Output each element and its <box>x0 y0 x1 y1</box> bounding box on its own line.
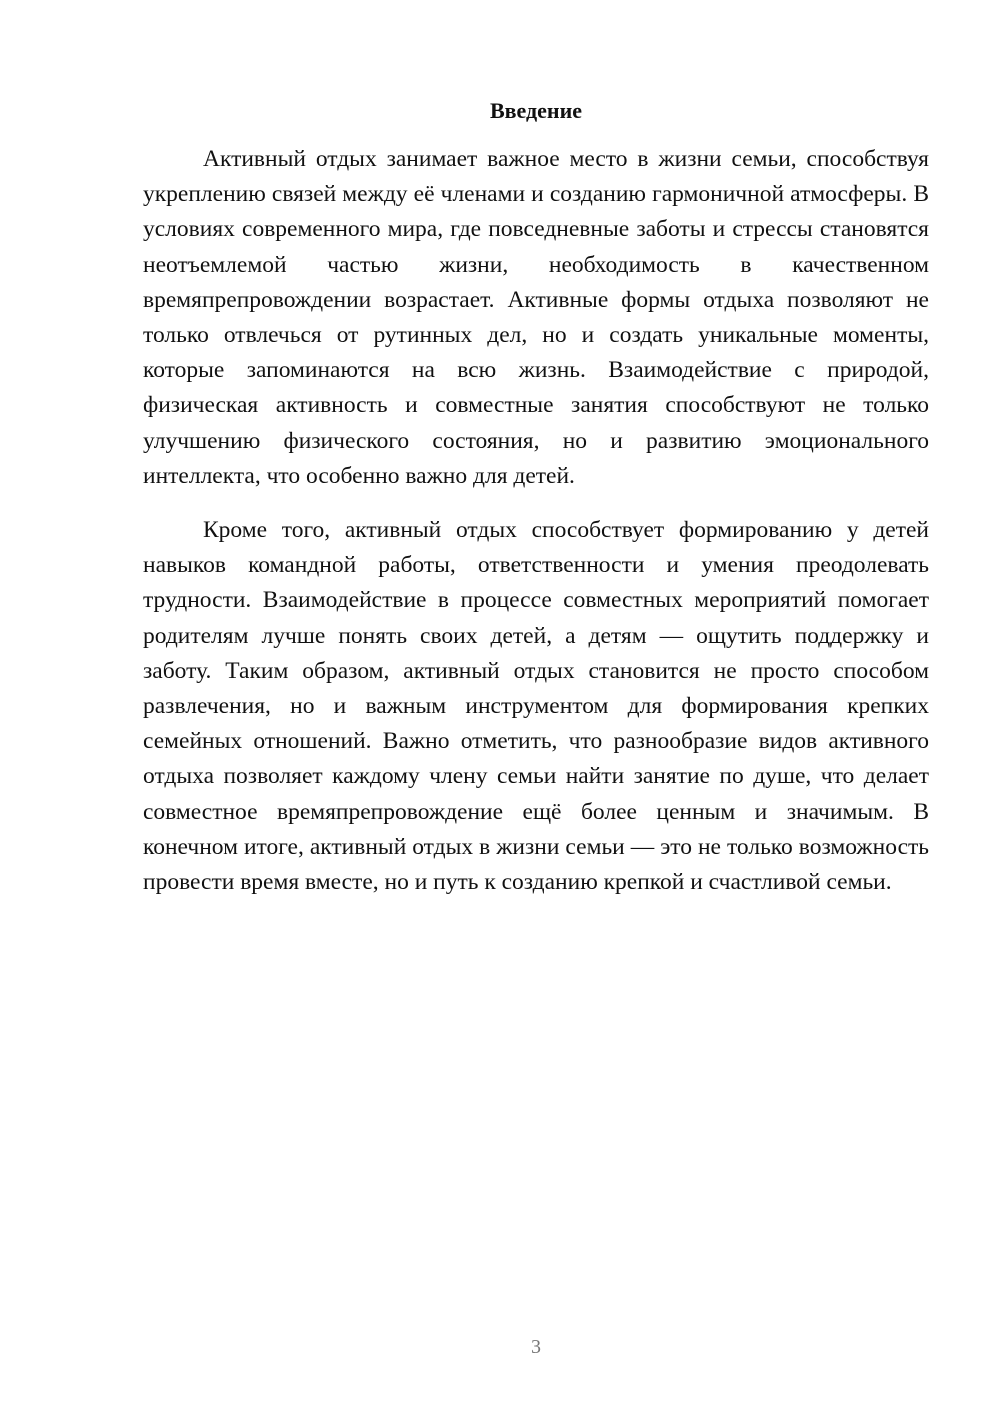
page-number: 3 <box>531 1336 541 1358</box>
paragraph-1: Активный отдых занимает важное место в жизни семьи, способствуя укреплению связей между её членами и созданию гармоничной атмосферы. В условиях современного мира, где повседневные заботы и стрессы становятся неотъемлемой частью жизни, необходимость в качественном времяпрепровождении возрастает. Активные формы отдыха позволяют не только отвлечься от рутинных дел, но и создать уникальные моменты, которые запоминаются на всю жизнь. Взаимодействие с природой, физическая активность и совместные занятия способствуют не только улучшению физического состояния, но и развитию эмоционального интеллекта, что особенно важно для детей. <box>143 146 929 489</box>
document-body <box>143 142 929 900</box>
section-heading: Введение <box>489 98 583 123</box>
paragraph-2: Кроме того, активный отдых способствует формированию у детей навыков командной работы, ответственности и умения преодолевать трудности. Взаимодействие в процессе совместных мероприятий помогает родителям лучше понять своих детей, а детям — ощутить поддержку и заботу. Таким образом, активный отдых становится не просто способом развлечения, но и важным инструментом для формирования крепких семейных отношений. Важно отметить, что разнообразие видов активного отдыха позволяет каждому члену семьи найти занятие по душе, что делает совместное времяпрепровождение ещё более ценным и значимым. В конечном итоге, активный отдых в жизни семьи — это не только возможность провести время вместе, но и путь к созданию крепкой и счастливой семьи. <box>143 517 929 896</box>
